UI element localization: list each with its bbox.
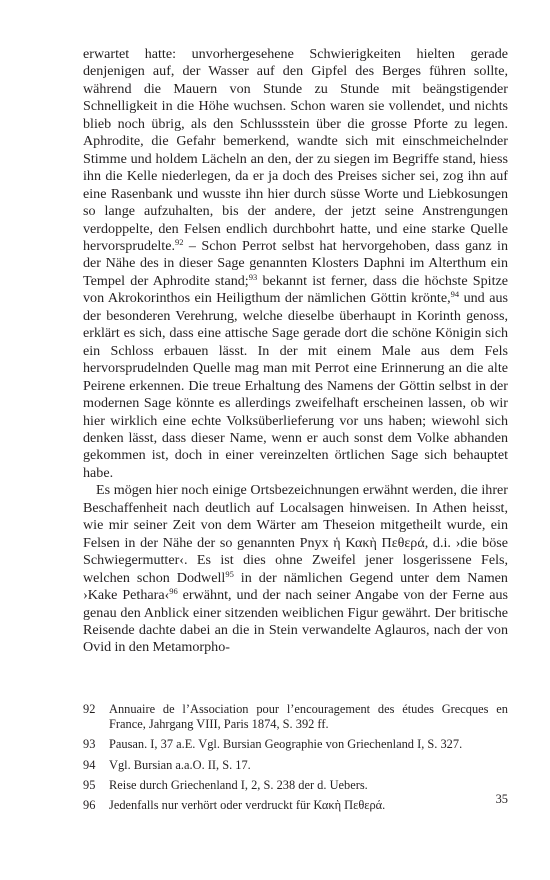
- footnote-ref[interactable]: 94: [450, 289, 460, 300]
- footnote-number: 93: [83, 737, 96, 752]
- footnote-number: 94: [83, 757, 96, 772]
- page-number: 35: [495, 792, 508, 806]
- footnote-text: Jedenfalls nur verhört oder verdruckt für Κακὴ Πεθερά.: [109, 798, 386, 813]
- paragraph: [83, 482, 508, 657]
- paragraph: [83, 46, 508, 482]
- footnote-number: 95: [83, 777, 96, 792]
- footnote: [83, 778, 508, 793]
- text-segment: – Schon Perrot selbst hat hervorgehoben, dass ganz in der Nähe des in dieser Sage genannten Klosters Daphni im Alterthum ein Tempel der Aphrodite stand;: [83, 237, 508, 289]
- footnote: [83, 798, 508, 813]
- footnote: [83, 758, 508, 773]
- footnote: [83, 702, 508, 732]
- footnote: [83, 737, 508, 752]
- footnote-text: Annuaire de l’Association pour l’encouragement des études Grecques en France, Jahrgang VIII, Paris 1874, S. 392 ff.: [109, 702, 508, 732]
- text-segment: erwartet hatte: unvorhergesehene Schwierigkeiten hielten gerade denjenigen auf, der Wasser auf den Gipfel des Berges führen sollte, während die Mauern von Stunde zu Stunde mit beängstigender Schnelligkeit in die Höhe wuchsen. Schon waren sie vollendet, und nichts blieb noch übrig, als den Schlussstein über die grosse Pforte zu legen. Aphrodite, die Gefahr bemerkend, wandte sich mit einschmeichelnder Stimme und holdem Lächeln an den, der zu siegen im Begriffe stand, hiess ihn die Kelle niederlegen, da er ja doch des Preises sicher sei, zog ihn auf eine Rasenbank und wusste ihn hier durch süsse Worte und Liebkosungen so lange aufzuhalten, bis der andere, der jetzt seine Anstrengungen verdoppelte, den Felsen endlich durchbohrt hatte, und eine starke Quelle hervorsprudelte.: [83, 46, 508, 254]
- footnote-text: Vgl. Bursian a.a.O. II, S. 17.: [109, 757, 251, 772]
- footnote-ref[interactable]: 93: [248, 271, 258, 282]
- text-segment: in der nämlichen Gegend unter dem Namen ›Kake Pethara‹: [83, 569, 508, 604]
- text-segment: und aus der besonderen Verehrung, welche dieselbe überhaupt in Korinth genoss, erklärt es sich, dass eine attische Sage gerade dort die schöne Königin sich ein Schloss erbauen lässt. In der mit einem Male aus dem Fels hervorsprudelnden Quelle mag man mit Perrot eine Erinnerung an die alte Peirene erkennen. Die treue Erhaltung des Namens der Göttin selbst in der modernen Sage könnte es allerdings zweifelhaft erscheinen lassen, ob wir hier wirklich eine echte Volksüberlieferung vor uns haben; wiewohl sich denken lässt, dass dieser Name, wenn er auch sonst dem Volke abhanden gekommen ist, doch in einer vereinzelten örtlichen Sage sich behauptet habe.: [83, 290, 509, 481]
- footnote-ref[interactable]: 92: [174, 236, 184, 247]
- footnote-text: Pausan. I, 37 a.E. Vgl. Bursian Geographie von Griechenland I, S. 327.: [109, 737, 463, 752]
- text-segment: erwähnt, und der nach seiner Angabe von der Ferne aus genau den Anblick einer sitzenden weiblichen Figur gewährt. Der britische Reisende dachte dabei an die in Stein verwandelte Aglauros, nach der von Ovid in den Metamorpho-: [83, 587, 508, 656]
- text-segment: Es mögen hier noch einige Ortsbezeichnungen erwähnt werden, die ihrer Beschaffenheit nach deutlich auf Localsagen hinweisen. In Athen heisst, wie mir seiner Zeit von dem Wärter am Theseion mitgetheilt wurde, ein Felsen in der Nähe der so genannten Pnyx ἡ Κακὴ Πεθερά, d.i. ›die böse Schwiegermutter‹. Es ist dies ohne Zweifel jener losgerissene Fels, welchen schon Dodwell: [83, 482, 508, 586]
- main-text: [83, 46, 508, 657]
- footnote-ref[interactable]: 95: [225, 568, 234, 579]
- footnote-ref[interactable]: 96: [169, 586, 178, 597]
- footnote-text: Reise durch Griechenland I, 2, S. 238 der d. Uebers.: [109, 777, 368, 792]
- text-segment: bekannt ist ferner, dass die höchste Spitze von Akrokorinthos ein Heiligthum der nämlichen Göttin krönte,: [83, 272, 509, 307]
- footnote-number: 96: [83, 798, 96, 813]
- footnotes: [83, 702, 508, 818]
- footnote-number: 92: [83, 702, 96, 716]
